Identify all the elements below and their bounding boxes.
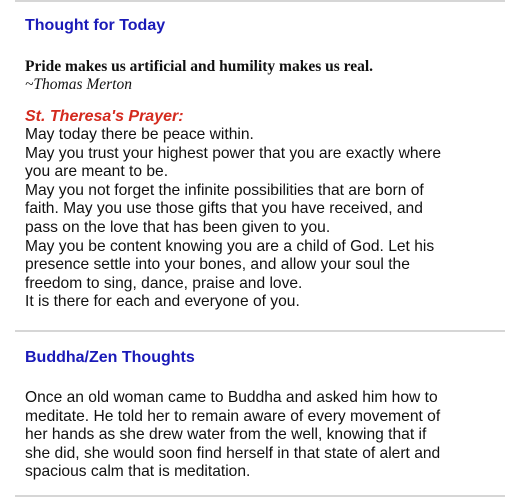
buddha-line: she did, she would soon find herself in that state of alert and [25,444,441,462]
prayer-line: May you not forget the infinite possibilities that are born of [25,181,424,199]
prayer-line: May you be content knowing you are a child of God. Let his [25,237,435,255]
bottom-divider [15,495,505,497]
section-divider [15,330,505,332]
quote-text: Pride makes us artificial and humility makes us real. [25,58,374,75]
prayer-title: St. Theresa's Prayer: [25,108,184,125]
buddha-line: spacious calm that is meditation. [25,463,251,481]
buddha-text [25,389,440,482]
quote-block [25,58,373,94]
buddha-line: meditate. He told her to remain aware of every movement of [25,407,441,425]
prayer-line: pass on the love that has been given to you. [25,218,331,236]
buddha-line: her hands as she drew water from the well, knowing that if [25,426,427,444]
prayer-line: faith. May you use those gifts that you have received, and [25,200,423,218]
quote-author: ~Thomas Merton [25,76,132,93]
prayer-line: freedom to sing, dance, praise and love. [25,274,303,292]
prayer-line: presence settle into your bones, and allow your soul the [25,256,410,274]
thought-for-today-heading: Thought for Today [25,17,166,34]
prayer-line: May today there be peace within. [25,126,254,143]
prayer-line: you are meant to be. [25,163,169,181]
buddha-zen-heading: Buddha/Zen Thoughts [25,349,195,366]
prayer-line: It is there for each and everyone of you. [25,293,300,311]
prayer-line: May you trust your highest power that you are exactly where [25,144,442,162]
buddha-line: Once an old woman came to Buddha and asked him how to [25,389,438,406]
prayer-text [25,126,441,312]
top-divider [15,0,505,2]
